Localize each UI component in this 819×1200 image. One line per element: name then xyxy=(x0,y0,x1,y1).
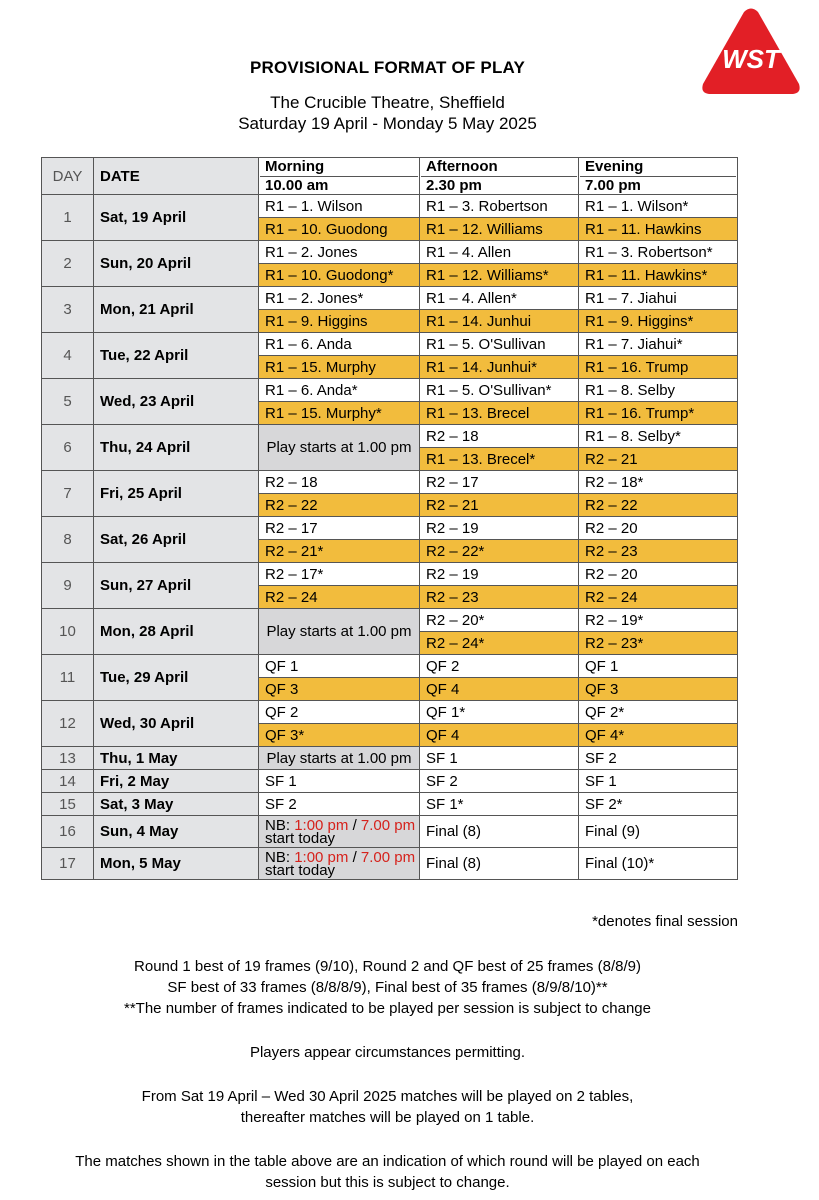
morning-session: R2 – 21* xyxy=(259,540,420,563)
afternoon-session: R1 – 4. Allen* xyxy=(420,287,579,310)
evening-session: R2 – 24 xyxy=(579,586,738,609)
day-number: 12 xyxy=(42,701,94,747)
players-note: Players appear circumstances permitting. xyxy=(249,1044,526,1061)
afternoon-session: QF 4 xyxy=(420,678,579,701)
day-date: Tue, 29 April xyxy=(94,655,259,701)
nb-prefix: NB: xyxy=(265,816,291,834)
morning-session: R1 – 9. Higgins xyxy=(259,310,420,333)
table-row xyxy=(42,425,738,448)
evening-session: R2 – 18* xyxy=(579,471,738,494)
table-row xyxy=(42,701,738,724)
afternoon-session: R1 – 4. Allen xyxy=(420,241,579,264)
header-evening-time: 7.00 pm xyxy=(580,176,736,194)
evening-session: R2 – 23 xyxy=(579,540,738,563)
morning-session: R1 – 1. Wilson xyxy=(259,195,420,218)
afternoon-session: R2 – 19 xyxy=(420,517,579,540)
tables-line-2: thereafter matches will be played on 1 table. xyxy=(240,1109,535,1126)
morning-session: R1 – 10. Guodong xyxy=(259,218,420,241)
morning-note: Play starts at 1.00 pm xyxy=(259,747,420,770)
day-number: 3 xyxy=(42,287,94,333)
morning-session: R1 – 2. Jones xyxy=(259,241,420,264)
table-row xyxy=(42,241,738,264)
evening-session: R1 – 7. Jiahui* xyxy=(579,333,738,356)
header-morning-time: 10.00 am xyxy=(260,176,418,194)
morning-session: R2 – 22 xyxy=(259,494,420,517)
schedule-table xyxy=(41,157,738,880)
table-row xyxy=(42,517,738,540)
afternoon-session: R2 – 21 xyxy=(420,494,579,517)
evening-session: R1 – 1. Wilson* xyxy=(579,195,738,218)
evening-session: R1 – 9. Higgins* xyxy=(579,310,738,333)
table-row xyxy=(42,770,738,793)
evening-session: R2 – 19* xyxy=(579,609,738,632)
day-number: 9 xyxy=(42,563,94,609)
afternoon-session: R1 – 12. Williams xyxy=(420,218,579,241)
day-date: Sun, 4 May xyxy=(94,816,259,848)
afternoon-session: R1 – 12. Williams* xyxy=(420,264,579,287)
tables-line-1: From Sat 19 April – Wed 30 April 2025 matches will be played on 2 tables, xyxy=(141,1088,634,1105)
tables-note xyxy=(0,1086,775,1128)
header-morning xyxy=(259,158,420,195)
morning-session: R1 – 6. Anda* xyxy=(259,379,420,402)
day-number: 14 xyxy=(42,770,94,793)
morning-note: Play starts at 1.00 pm xyxy=(259,425,420,471)
evening-session: R1 – 16. Trump xyxy=(579,356,738,379)
disclaimer-line-2: session but this is subject to change. xyxy=(265,1174,510,1191)
nb-prefix: NB: xyxy=(265,848,291,866)
morning-session: R2 – 17 xyxy=(259,517,420,540)
day-date: Sun, 27 April xyxy=(94,563,259,609)
disclaimer xyxy=(0,1151,795,1193)
afternoon-session: R1 – 3. Robertson xyxy=(420,195,579,218)
morning-session: QF 2 xyxy=(259,701,420,724)
afternoon-session: SF 2 xyxy=(420,770,579,793)
afternoon-session: Final (8) xyxy=(420,848,579,880)
day-date: Tue, 22 April xyxy=(94,333,259,379)
morning-session: R1 – 15. Murphy xyxy=(259,356,420,379)
afternoon-session: R2 – 17 xyxy=(420,471,579,494)
day-date: Mon, 28 April xyxy=(94,609,259,655)
morning-note xyxy=(259,848,420,880)
day-date: Sat, 19 April xyxy=(94,195,259,241)
nb-suffix: start today xyxy=(265,861,336,879)
day-date: Sat, 26 April xyxy=(94,517,259,563)
afternoon-session: R1 – 5. O'Sullivan* xyxy=(420,379,579,402)
table-row xyxy=(42,379,738,402)
page-title: PROVISIONAL FORMAT OF PLAY xyxy=(249,58,526,77)
wst-logo xyxy=(700,6,802,98)
day-number: 6 xyxy=(42,425,94,471)
afternoon-session: R2 – 18 xyxy=(420,425,579,448)
nb-t1: 1:00 pm xyxy=(294,816,349,834)
afternoon-session: Final (8) xyxy=(420,816,579,848)
day-date: Mon, 21 April xyxy=(94,287,259,333)
header-afternoon-time: 2.30 pm xyxy=(421,176,577,194)
frames-line-3: **The number of frames indicated to be played per session is subject to change xyxy=(124,1000,651,1017)
morning-note: Play starts at 1.00 pm xyxy=(259,609,420,655)
event-dates: Saturday 19 April - Monday 5 May 2025 xyxy=(238,114,537,133)
day-number: 17 xyxy=(42,848,94,880)
day-date: Mon, 5 May xyxy=(94,848,259,880)
day-number: 13 xyxy=(42,747,94,770)
table-row xyxy=(42,195,738,218)
header-day: DAY xyxy=(42,158,94,195)
afternoon-session: R1 – 13. Brecel xyxy=(420,402,579,425)
morning-session: SF 1 xyxy=(259,770,420,793)
nb-t2: 7.00 pm xyxy=(360,816,416,834)
evening-session: R1 – 16. Trump* xyxy=(579,402,738,425)
day-number: 7 xyxy=(42,471,94,517)
day-date: Fri, 2 May xyxy=(94,770,259,793)
afternoon-session: R2 – 19 xyxy=(420,563,579,586)
day-date: Fri, 25 April xyxy=(94,471,259,517)
day-date: Sat, 3 May xyxy=(94,793,259,816)
day-date: Wed, 23 April xyxy=(94,379,259,425)
day-number: 4 xyxy=(42,333,94,379)
afternoon-session: SF 1* xyxy=(420,793,579,816)
morning-session: QF 3 xyxy=(259,678,420,701)
morning-session: R2 – 18 xyxy=(259,471,420,494)
evening-session: R1 – 7. Jiahui xyxy=(579,287,738,310)
table-row xyxy=(42,655,738,678)
evening-session: QF 4* xyxy=(579,724,738,747)
header-date: DATE xyxy=(94,158,259,195)
nb-slash: / xyxy=(352,848,357,866)
afternoon-session: R1 – 14. Junhui* xyxy=(420,356,579,379)
venue-block xyxy=(0,92,775,134)
day-date: Sun, 20 April xyxy=(94,241,259,287)
afternoon-session: QF 1* xyxy=(420,701,579,724)
evening-session: SF 1 xyxy=(579,770,738,793)
table-row xyxy=(42,563,738,586)
day-number: 16 xyxy=(42,816,94,848)
afternoon-session: R2 – 20* xyxy=(420,609,579,632)
day-number: 15 xyxy=(42,793,94,816)
day-number: 11 xyxy=(42,655,94,701)
evening-session: Final (9) xyxy=(579,816,738,848)
evening-session: QF 2* xyxy=(579,701,738,724)
nb-t1: 1:00 pm xyxy=(294,848,349,866)
evening-session: R2 – 22 xyxy=(579,494,738,517)
table-row xyxy=(42,793,738,816)
afternoon-session: R2 – 24* xyxy=(420,632,579,655)
evening-session: R2 – 21 xyxy=(579,448,738,471)
morning-session: R2 – 24 xyxy=(259,586,420,609)
evening-session: R1 – 8. Selby xyxy=(579,379,738,402)
disclaimer-line-1: The matches shown in the table above are an indication of which round will be played on each xyxy=(75,1153,700,1170)
logo-text: WST xyxy=(722,44,780,74)
evening-session: R2 – 23* xyxy=(579,632,738,655)
morning-session: SF 2 xyxy=(259,793,420,816)
evening-session: R2 – 20 xyxy=(579,517,738,540)
nb-slash: / xyxy=(352,816,357,834)
evening-session: R1 – 3. Robertson* xyxy=(579,241,738,264)
frames-notes xyxy=(0,956,775,1019)
day-number: 1 xyxy=(42,195,94,241)
evening-session: Final (10)* xyxy=(579,848,738,880)
nb-suffix: start today xyxy=(265,829,336,847)
afternoon-session: QF 4 xyxy=(420,724,579,747)
table-row xyxy=(42,848,738,880)
afternoon-session: QF 2 xyxy=(420,655,579,678)
morning-session: R1 – 15. Murphy* xyxy=(259,402,420,425)
header-afternoon-label: Afternoon xyxy=(426,158,498,175)
afternoon-session: R2 – 23 xyxy=(420,586,579,609)
afternoon-session: R1 – 13. Brecel* xyxy=(420,448,579,471)
evening-session: R1 – 11. Hawkins* xyxy=(579,264,738,287)
day-date: Wed, 30 April xyxy=(94,701,259,747)
morning-session: R2 – 17* xyxy=(259,563,420,586)
morning-session: QF 1 xyxy=(259,655,420,678)
day-date: Thu, 1 May xyxy=(94,747,259,770)
day-number: 5 xyxy=(42,379,94,425)
table-row xyxy=(42,747,738,770)
table-row xyxy=(42,609,738,632)
table-header-row xyxy=(42,158,738,195)
evening-session: QF 1 xyxy=(579,655,738,678)
afternoon-session: SF 1 xyxy=(420,747,579,770)
frames-line-1: Round 1 best of 19 frames (9/10), Round 2 and QF best of 25 frames (8/8/9) xyxy=(134,958,641,975)
header-morning-label: Morning xyxy=(265,158,325,175)
final-session-note: *denotes final session xyxy=(592,913,738,930)
morning-session: R1 – 10. Guodong* xyxy=(259,264,420,287)
morning-note xyxy=(259,816,420,848)
evening-session: QF 3 xyxy=(579,678,738,701)
day-number: 10 xyxy=(42,609,94,655)
afternoon-session: R1 – 5. O'Sullivan xyxy=(420,333,579,356)
morning-session: R1 – 6. Anda xyxy=(259,333,420,356)
evening-session: R1 – 11. Hawkins xyxy=(579,218,738,241)
nb-t2: 7.00 pm xyxy=(360,848,416,866)
header-evening xyxy=(579,158,738,195)
afternoon-session: R2 – 22* xyxy=(420,540,579,563)
morning-session: QF 3* xyxy=(259,724,420,747)
day-number: 8 xyxy=(42,517,94,563)
frames-line-2: SF best of 33 frames (8/8/8/9), Final best of 35 frames (8/9/8/10)** xyxy=(167,979,608,996)
header-evening-label: Evening xyxy=(585,158,644,175)
header-afternoon xyxy=(420,158,579,195)
table-row xyxy=(42,333,738,356)
evening-session: SF 2* xyxy=(579,793,738,816)
evening-session: SF 2 xyxy=(579,747,738,770)
day-date: Thu, 24 April xyxy=(94,425,259,471)
evening-session: R1 – 8. Selby* xyxy=(579,425,738,448)
evening-session: R2 – 20 xyxy=(579,563,738,586)
morning-session: R1 – 2. Jones* xyxy=(259,287,420,310)
afternoon-session: R1 – 14. Junhui xyxy=(420,310,579,333)
table-row xyxy=(42,816,738,848)
table-row xyxy=(42,287,738,310)
venue-name: The Crucible Theatre, Sheffield xyxy=(270,93,505,112)
day-number: 2 xyxy=(42,241,94,287)
table-row xyxy=(42,471,738,494)
